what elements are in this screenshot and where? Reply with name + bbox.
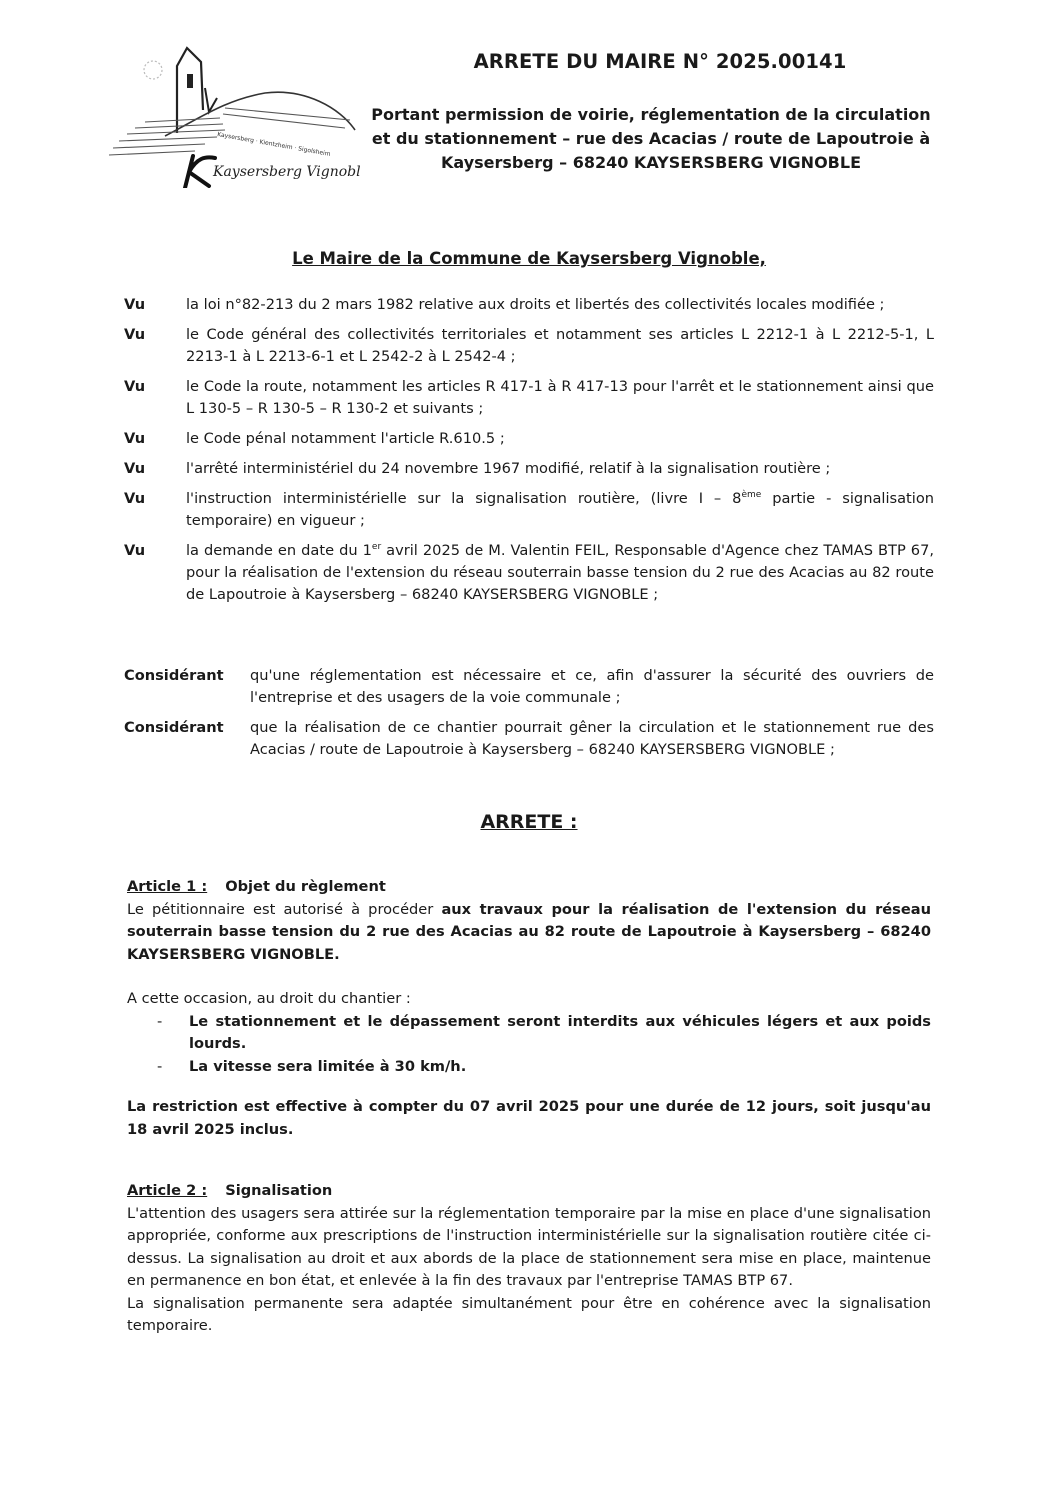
article-2 bbox=[127, 1180, 931, 1338]
article-heading: Signalisation bbox=[225, 1182, 333, 1199]
vu-text-part: l'instruction interministérielle sur la signalisation routière, (livre I – 8 bbox=[186, 490, 742, 507]
list-item bbox=[157, 1056, 931, 1079]
considerant-text: qu'une réglementation est nécessaire et ce, afin d'assurer la sécurité des ouvriers de l'entreprise et des usagers de la voie communale ; bbox=[250, 667, 934, 706]
article-heading: Objet du règlement bbox=[225, 878, 386, 895]
vu-label: Vu bbox=[124, 326, 146, 343]
vu-item bbox=[124, 376, 934, 420]
vu-label: Vu bbox=[124, 460, 146, 477]
considerant-item bbox=[124, 717, 934, 761]
vu-item bbox=[124, 428, 934, 450]
list-dash: - bbox=[157, 1012, 163, 1030]
vu-label: Vu bbox=[124, 430, 146, 447]
vu-label: Vu bbox=[124, 542, 146, 559]
considerant-text: que la réalisation de ce chantier pourrait gêner la circulation et le stationnement rue des Acacias / route de Lapoutroie à Kaysersberg – 68240 KAYSERSBERG VIGNOBLE ; bbox=[250, 719, 934, 758]
list-item-text: Le stationnement et le dépassement seront interdits aux véhicules légers et aux poids lourds. bbox=[189, 1012, 931, 1052]
vu-item bbox=[124, 324, 934, 368]
list-item bbox=[157, 1011, 931, 1056]
vu-item bbox=[124, 458, 934, 480]
vu-list bbox=[124, 294, 934, 614]
vu-label: Vu bbox=[124, 296, 146, 313]
ordinal-suffix: ème bbox=[741, 490, 762, 501]
vu-item bbox=[124, 540, 934, 606]
list-item-text: La vitesse sera limitée à 30 km/h. bbox=[189, 1057, 467, 1075]
commune-logo bbox=[105, 38, 360, 188]
considerant-list bbox=[124, 665, 934, 769]
subtitle-line: et du stationnement – rue des Acacias / route de Lapoutroie à bbox=[371, 129, 931, 148]
intro-text: Le pétitionnaire est autorisé à procéder bbox=[127, 900, 442, 918]
subtitle-line: Kaysersberg – 68240 KAYSERSBERG VIGNOBLE bbox=[440, 153, 861, 172]
vu-text: le Code général des collectivités territoriales et notamment ses articles L 2212-1 à L 2212-5-1, L 2213-1 à L 2213-6-1 et L 2542-2 à L 2542-4 ; bbox=[186, 326, 934, 365]
vu-label: Vu bbox=[124, 378, 146, 395]
ordinal-suffix: er bbox=[371, 542, 382, 553]
vu-text-part: partie - signalisation temporaire) en vigueur ; bbox=[186, 490, 934, 529]
article-2-paragraph: L'attention des usagers sera attirée sur la réglementation temporaire par la mise en place d'une signalisation appropriée, conforme aux prescriptions de l'instruction interministérielle sur la signalisation routière citée ci-dessus. La signalisation au droit et aux abords de la place de stationnement sera mise en place, maintenue en permanence en bon état, et enlevée à la fin des travaux par l'entreprise TAMAS BTP 67. bbox=[127, 1204, 931, 1289]
mayor-heading: Le Maire de la Commune de Kaysersberg Vignoble, bbox=[292, 249, 766, 268]
considerant-item bbox=[124, 665, 934, 709]
list-dash: - bbox=[157, 1057, 163, 1075]
vu-text-part: la demande en date du 1 bbox=[186, 542, 372, 559]
logo-graphic bbox=[105, 38, 360, 188]
vu-label: Vu bbox=[124, 490, 146, 507]
arrete-heading: ARRETE : bbox=[480, 811, 578, 833]
logo-tagline: Kaysersberg · Kientzheim · Sigolsheim bbox=[216, 131, 332, 158]
vu-text-part: avril 2025 de M. Valentin FEIL, Responsable d'Agence chez TAMAS BTP 67, pour la réalisation de l'extension du réseau souterrain basse tension du 2 rue des Acacias au 82 route de Lapoutroie à Kaysersberg – 68240 KAYSERSBERG VIGNOBLE ; bbox=[186, 542, 934, 603]
article-number: Article 2 : bbox=[127, 1182, 208, 1199]
restriction-text: La restriction est effective à compter du 07 avril 2025 pour une durée de 12 jours, soit jusqu'au 18 avril 2025 inclus. bbox=[127, 1098, 931, 1138]
article-2-paragraph: La signalisation permanente sera adaptée simultanément pour être en cohérence avec la signalisation temporaire. bbox=[127, 1294, 931, 1334]
article-1-intro bbox=[127, 899, 931, 967]
vu-item bbox=[124, 294, 934, 316]
vu-text: la loi n°82-213 du 2 mars 1982 relative aux droits et libertés des collectivités locales modifiée ; bbox=[186, 296, 885, 313]
article-1 bbox=[127, 876, 931, 1141]
vu-text bbox=[186, 488, 934, 532]
decree-subtitle bbox=[368, 103, 934, 175]
article-1-title bbox=[127, 876, 931, 899]
logo-wordmark: Kaysersberg Vignoble bbox=[213, 164, 360, 180]
considerant-label: Considérant bbox=[124, 667, 224, 684]
occasion-text: A cette occasion, au droit du chantier : bbox=[127, 990, 411, 1007]
article-2-title bbox=[127, 1180, 931, 1203]
vu-text: le Code la route, notamment les articles R 417-1 à R 417-13 pour l'arrêt et le stationnement ainsi que L 130-5 – R 130-5 – R 130-2 et suivants ; bbox=[186, 378, 934, 417]
decree-title: ARRETE DU MAIRE N° 2025.00141 bbox=[473, 50, 847, 73]
vu-text: l'arrêté interministériel du 24 novembre 1967 modifié, relatif à la signalisation routière ; bbox=[186, 460, 831, 477]
article-number: Article 1 : bbox=[127, 878, 208, 895]
considerant-label: Considérant bbox=[124, 719, 224, 736]
vu-text bbox=[186, 540, 934, 606]
subtitle-line: Portant permission de voirie, réglementation de la circulation bbox=[371, 105, 931, 124]
vu-text: le Code pénal notamment l'article R.610.5 ; bbox=[186, 430, 505, 447]
vu-item bbox=[124, 488, 934, 532]
intro-bold-text: aux travaux pour la réalisation de l'extension du réseau souterrain basse tension du 2 rue des Acacias au 82 route de Lapoutroie à Kaysersberg – 68240 KAYSERSBERG VIGNOBLE. bbox=[127, 900, 931, 963]
